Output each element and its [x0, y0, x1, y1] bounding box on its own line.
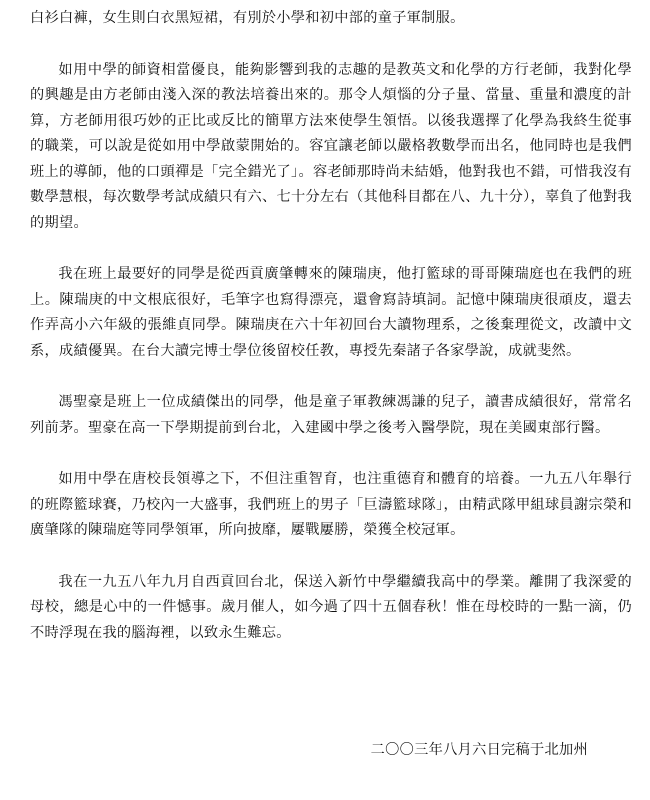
paragraph-6: 我在一九五八年九月自西貢回台北，保送入新竹中學繼續我高中的學業。離開了我深愛的母校，總是心中的一件憾事。歲月催人，如今過了四十五個春秋！惟在母校時的一點一滴，仍不時浮現在我的腦海裡，以致永生難忘。 [30, 573, 632, 641]
paragraph-gap [30, 32, 632, 58]
paragraph-4: 馮聖豪是班上一位成績傑出的同學，他是童子軍教練馮謙的兒子，讀書成績很好，常常名列前茅。聖豪在高一下學期提前到台北，入建國中學之後考入醫學院，現在美國東部行醫。 [30, 394, 632, 436]
paragraph-2: 如用中學的師資相當優良，能夠影響到我的志趣的是教英文和化學的方行老師，我對化學的興趣是由方老師由淺入深的教法培養出來的。那令人煩惱的分子量、當量、重量和濃度的計算，方老師用很巧妙的正比或反比的簡單方法來使學生領悟。以後我選擇了化學為我終生從事的職業，可以說是從如用中學啟蒙開始的。容宜讓老師以嚴格教數學而出名，他同時也是我們班上的導師，他的口頭禪是「完全錯光了」。容老師那時尚未結婚，他對我也不錯，可惜我沒有數學慧根，每次數學考試成績只有六、七十分左右（其他科目都在八、九十分），辜負了他對我的期望。 [30, 61, 632, 231]
paragraph-5: 如用中學在唐校長領導之下，不但注重智育，也注重德育和體育的培養。一九五八年舉行的班際籃球賽，乃校內一大盛事，我們班上的男子「巨濤籃球隊」，由精武隊甲組球員謝宗榮和廣肇隊的陳瑞庭等同學領軍，所向披靡，屢戰屢勝，榮獲全校冠軍。 [30, 471, 632, 538]
signature-date: 二〇〇三年八月六日完稿于北加州 [370, 742, 588, 758]
paragraph-1: 白衫白褲，女生則白衣黑短裙，有別於小學和初中部的童子軍制服。 [30, 10, 465, 26]
paragraph-gap [30, 364, 632, 390]
paragraph-gap [30, 236, 632, 262]
paragraph-gap [30, 544, 632, 570]
paragraph-gap [30, 441, 632, 467]
paragraph-3: 我在班上最要好的同學是從西貢廣肇轉來的陳瑞庚，他打籃球的哥哥陳瑞庭也在我們的班上。陳瑞庚的中文根底很好，毛筆字也寫得漂亮，還會寫詩填詞。記憶中陳瑞庚很頑皮，還去作弄高小六年級的張維貞同學。陳瑞庚在六十年初回台大讀物理系，之後棄理從文，改讀中文系，成績優異。在台大讀完博士學位後留校任教，專授先秦諸子各家學說，成就斐然。 [30, 266, 632, 359]
